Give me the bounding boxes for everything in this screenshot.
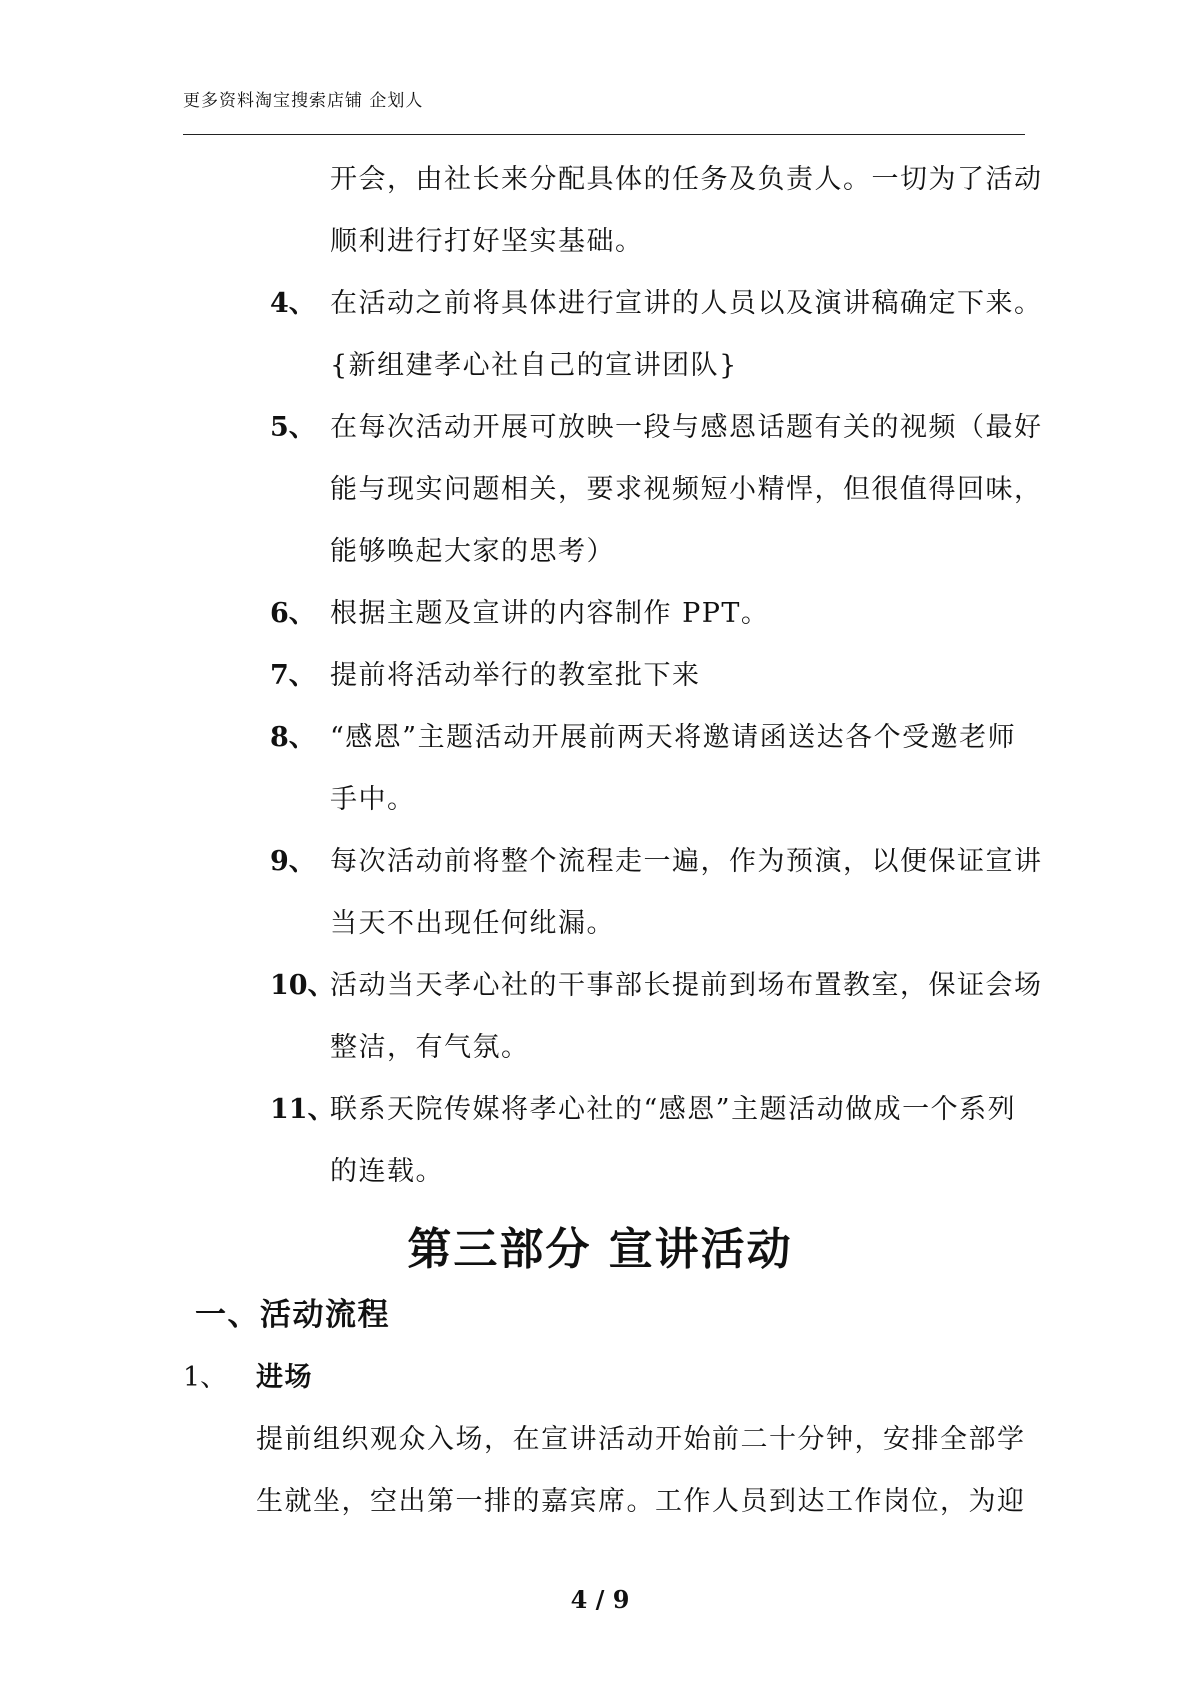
item-line: 手中。 <box>330 784 416 815</box>
item-line: 开会，由社长来分配具体的任务及负责人。一切为了活动 <box>330 164 1043 195</box>
item-number: 10、 <box>270 970 335 1001</box>
page-number: 4 / 9 <box>570 1585 630 1614</box>
item-line: 整洁，有气氛。 <box>330 1032 530 1063</box>
header-rule <box>183 134 1025 135</box>
subsection-number: 1、 <box>183 1362 228 1393</box>
item-line: 提前将活动举行的教室批下来 <box>330 660 701 691</box>
item-number: 8、 <box>270 722 316 753</box>
item-line: 每次活动前将整个流程走一遍，作为预演，以便保证宣讲 <box>330 846 1043 877</box>
item-number: 11、 <box>270 1094 335 1125</box>
item-number: 7、 <box>270 660 316 691</box>
item-number: 9、 <box>270 846 316 877</box>
section-heading: 一、活动流程 <box>195 1297 390 1333</box>
item-line: 顺利进行打好坚实基础。 <box>330 226 644 257</box>
item-line: 根据主题及宣讲的内容制作 PPT。 <box>330 598 770 629</box>
header-text: 更多资料淘宝搜索店铺 企划人 <box>183 91 424 111</box>
item-line: 能够唤起大家的思考） <box>330 536 615 567</box>
item-line: 当天不出现任何纰漏。 <box>330 908 615 939</box>
item-line: 能与现实问题相关，要求视频短小精悍，但很值得回味， <box>330 474 1043 505</box>
item-number: 5、 <box>270 412 316 443</box>
part-title: 第三部分 宣讲活动 <box>407 1224 793 1275</box>
item-line: 在每次活动开展可放映一段与感恩话题有关的视频（最好 <box>330 412 1043 443</box>
item-number: 6、 <box>270 598 316 629</box>
subsection-title: 进场 <box>256 1362 313 1393</box>
item-line: {新组建孝心社自己的宣讲团队} <box>330 350 738 381</box>
item-line: “感恩”主题活动开展前两天将邀请函送达各个受邀老师 <box>330 722 1017 753</box>
item-line: 的连载。 <box>330 1156 444 1187</box>
item-line: 在活动之前将具体进行宣讲的人员以及演讲稿确定下来。 <box>330 288 1043 319</box>
body-line: 提前组织观众入场，在宣讲活动开始前二十分钟，安排全部学 <box>256 1424 1026 1455</box>
item-line: 联系天院传媒将孝心社的“感恩”主题活动做成一个系列 <box>330 1094 1017 1125</box>
item-number: 4、 <box>270 288 316 319</box>
item-line: 活动当天孝心社的干事部长提前到场布置教室，保证会场 <box>330 970 1043 1001</box>
body-line: 生就坐，空出第一排的嘉宾席。工作人员到达工作岗位，为迎 <box>256 1486 1026 1517</box>
